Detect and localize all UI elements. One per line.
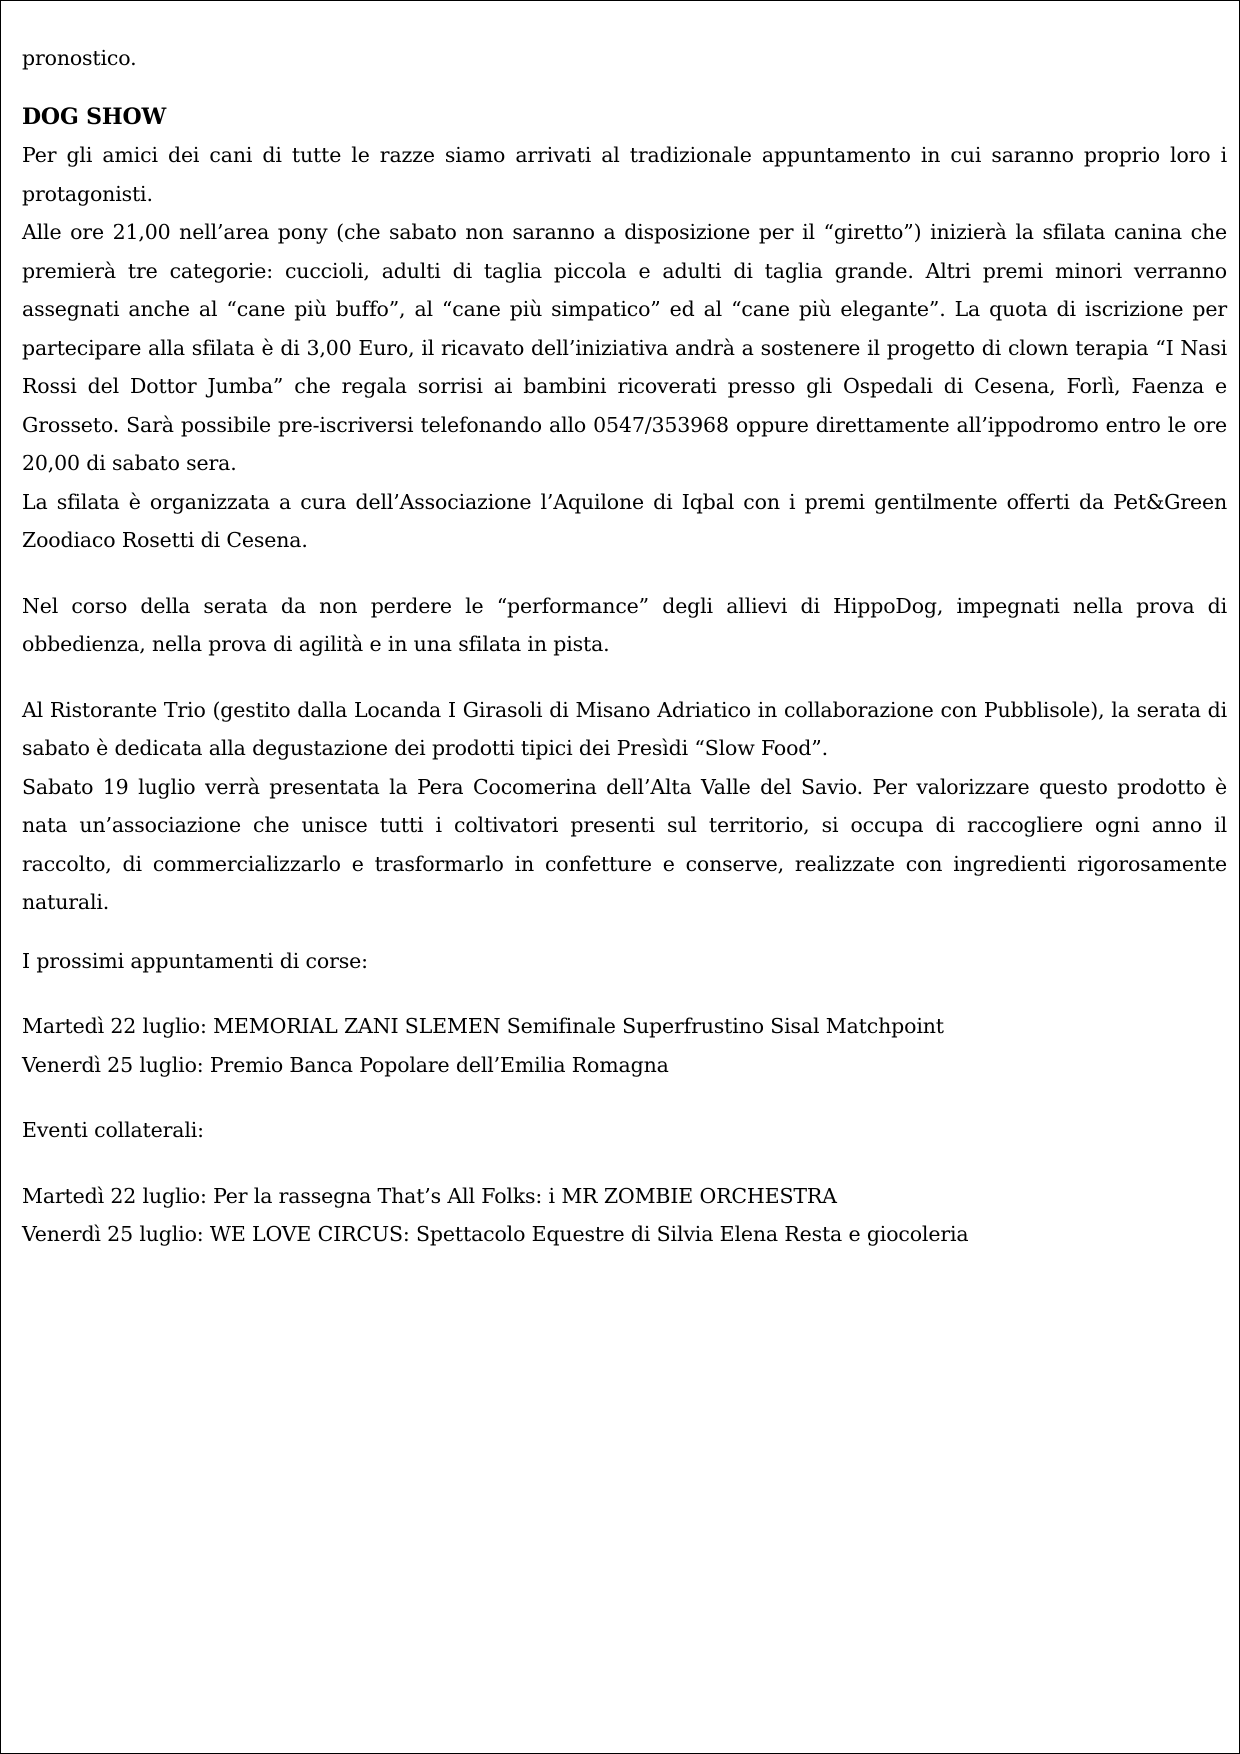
events-heading: Eventi collaterali: — [22, 1118, 204, 1142]
dog-show-paragraph-2: Alle ore 21,00 nell’area pony (che sabato non saranno a disposizione per il “giretto”) inizierà la sfilata canina che premierà tre categorie: cuccioli, adulti di taglia piccola e adulti di taglia grande. Altri premi minori verranno assegnati anche al “cane più buffo”, al “cane più simpatico” ed al “cane più elegante”. La quota di iscrizione per partecipare alla sfilata è di 3,00 Euro, il ricavato dell’iniziativa andrà a sostenere il progetto di clown terapia “I Nasi Rossi del Dottor Jumba” che regala sorrisi ai bambini ricoverati presso gli Ospedali di Cesena, Forlì, Faenza e Grosseto. Sarà possibile pre-iscriversi telefonando allo 0547/353968 oppure direttamente all’ippodromo entro le ore 20,00 di sabato sera. — [22, 220, 1227, 475]
ristorante-paragraph-1: Al Ristorante Trio (gestito dalla Locanda I Girasoli di Misano Adriatico in collaborazione con Pubblisole), la serata di sabato è dedicata alla degustazione dei prodotti tipici dei Presìdi “Slow Food”. — [22, 697, 1227, 760]
event-item: Venerdì 25 luglio: WE LOVE CIRCUS: Spettacolo Equestre di Silvia Elena Resta e giocoleria — [22, 1222, 969, 1246]
event-item: Martedì 22 luglio: Per la rassegna That’s All Folks: i MR ZOMBIE ORCHESTRA — [22, 1183, 837, 1208]
dog-show-paragraph-3: La sfilata è organizzata a cura dell’Associazione l’Aquilone di Iqbal con i premi gentilmente offerti da Pet&Green Zoodiaco Rosetti di Cesena. — [22, 489, 1227, 552]
hippodog-paragraph: Nel corso della serata da non perdere le “performance” degli allievi di HippoDog, impegnati nella prova di obbedienza, nella prova di agilità e in una sfilata in pista. — [22, 593, 1227, 656]
races-heading: I prossimi appuntamenti di corse: — [22, 948, 368, 973]
document-body — [22, 39, 1227, 1254]
ristorante-paragraph-2: Sabato 19 luglio verrà presentata la Pera Cocomerina dell’Alta Valle del Savio. Per valorizzare questo prodotto è nata un’associazione che unisce tutti i coltivatori presenti sul territorio, si occupa di raccogliere ogni anno il raccolto, di commercializzarlo e trasformarlo in confetture e conserve, realizzate con ingredienti rigorosamente naturali. — [22, 774, 1227, 914]
race-item: Martedì 22 luglio: MEMORIAL ZANI SLEMEN Semifinale Superfrustino Sisal Matchpoint — [22, 1014, 944, 1038]
intro-line: pronostico. — [22, 46, 137, 70]
race-item: Venerdì 25 luglio: Premio Banca Popolare dell’Emilia Romagna — [22, 1052, 669, 1077]
dog-show-paragraph-1: Per gli amici dei cani di tutte le razze siamo arrivati al tradizionale appuntamento in cui saranno proprio loro i protagonisti. — [22, 143, 1227, 206]
dog-show-heading: DOG SHOW — [22, 103, 167, 130]
